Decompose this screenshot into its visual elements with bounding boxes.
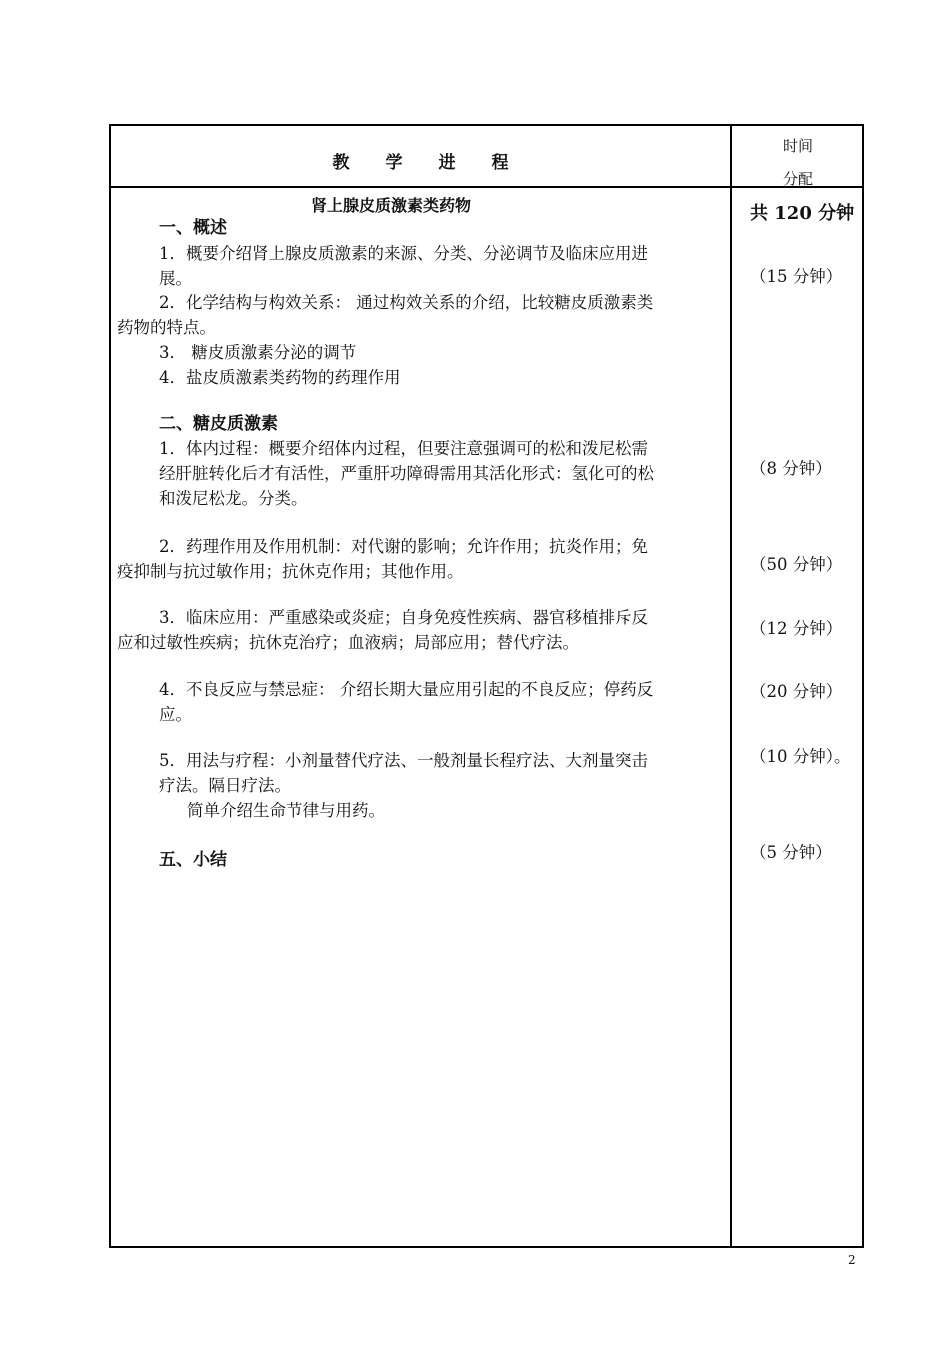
section-title: 二、糖皮质激素 [159, 414, 278, 434]
content-line: 疗法。隔日疗法。 [159, 776, 291, 795]
time-header-line2: 分配 [782, 170, 813, 188]
content-line: 应。 [159, 705, 192, 724]
column-divider [730, 124, 732, 1248]
content-line: 3． 糖皮质激素分泌的调节 [159, 343, 357, 362]
content-line: 1．概要介绍肾上腺皮质激素的来源、分类、分泌调节及临床应用进 [159, 244, 648, 263]
lesson-subject: 肾上腺皮质激素类药物 [310, 196, 471, 215]
section-title: 一、概述 [159, 218, 227, 238]
content-line: 药物的特点。 [117, 318, 216, 337]
content-line: 和泼尼松龙。分类。 [159, 489, 308, 508]
table-header-title [111, 148, 730, 173]
content-line: 3．临床应用：严重感染或炎症；自身免疫性疾病、器官移植排斥反 [159, 608, 648, 627]
time-allocation: （15 分钟） [750, 267, 843, 286]
header-char: 进 [438, 153, 456, 173]
content-line: 2．化学结构与构效关系： 通过构效关系的介绍，比较糖皮质激素类 [159, 293, 654, 312]
time-allocation: （10 分钟）。 [750, 747, 851, 766]
content-line: 疫抑制与抗过敏作用；抗休克作用；其他作用。 [117, 562, 464, 581]
content-line: 1．体内过程：概要介绍体内过程，但要注意强调可的松和泼尼松需 [159, 439, 648, 458]
content-line: 4．盐皮质激素类药物的药理作用 [159, 368, 401, 387]
time-allocation: （5 分钟） [750, 843, 832, 862]
time-allocation: （20 分钟） [750, 682, 843, 701]
content-line: 经肝脏转化后才有活性，严重肝功障碍需用其活化形式：氢化可的松 [159, 464, 654, 483]
header-char: 学 [385, 153, 403, 173]
page-number: 2 [848, 1253, 856, 1267]
content-line: 应和过敏性疾病；抗休克治疗；血液病；局部应用；替代疗法。 [117, 633, 579, 652]
content-line: 展。 [159, 269, 192, 288]
content-line: 5．用法与疗程：小剂量替代疗法、一般剂量长程疗法、大剂量突击 [159, 751, 648, 770]
time-allocation: （50 分钟） [750, 555, 843, 574]
time-header-line1: 时间 [782, 137, 813, 155]
time-allocation: （8 分钟） [750, 459, 832, 478]
section-title: 五、小结 [159, 850, 227, 870]
content-line: 4．不良反应与禁忌症： 介绍长期大量应用引起的不良反应；停药反 [159, 680, 654, 699]
header-char: 程 [491, 153, 509, 173]
time-allocation: （12 分钟） [750, 619, 843, 638]
total-time: 共 120 分钟 [750, 203, 855, 224]
content-line: 2．药理作用及作用机制：对代谢的影响；允许作用；抗炎作用；免 [159, 537, 648, 556]
header-char: 教 [332, 153, 350, 173]
content-line: 简单介绍生命节律与用药。 [187, 801, 385, 820]
